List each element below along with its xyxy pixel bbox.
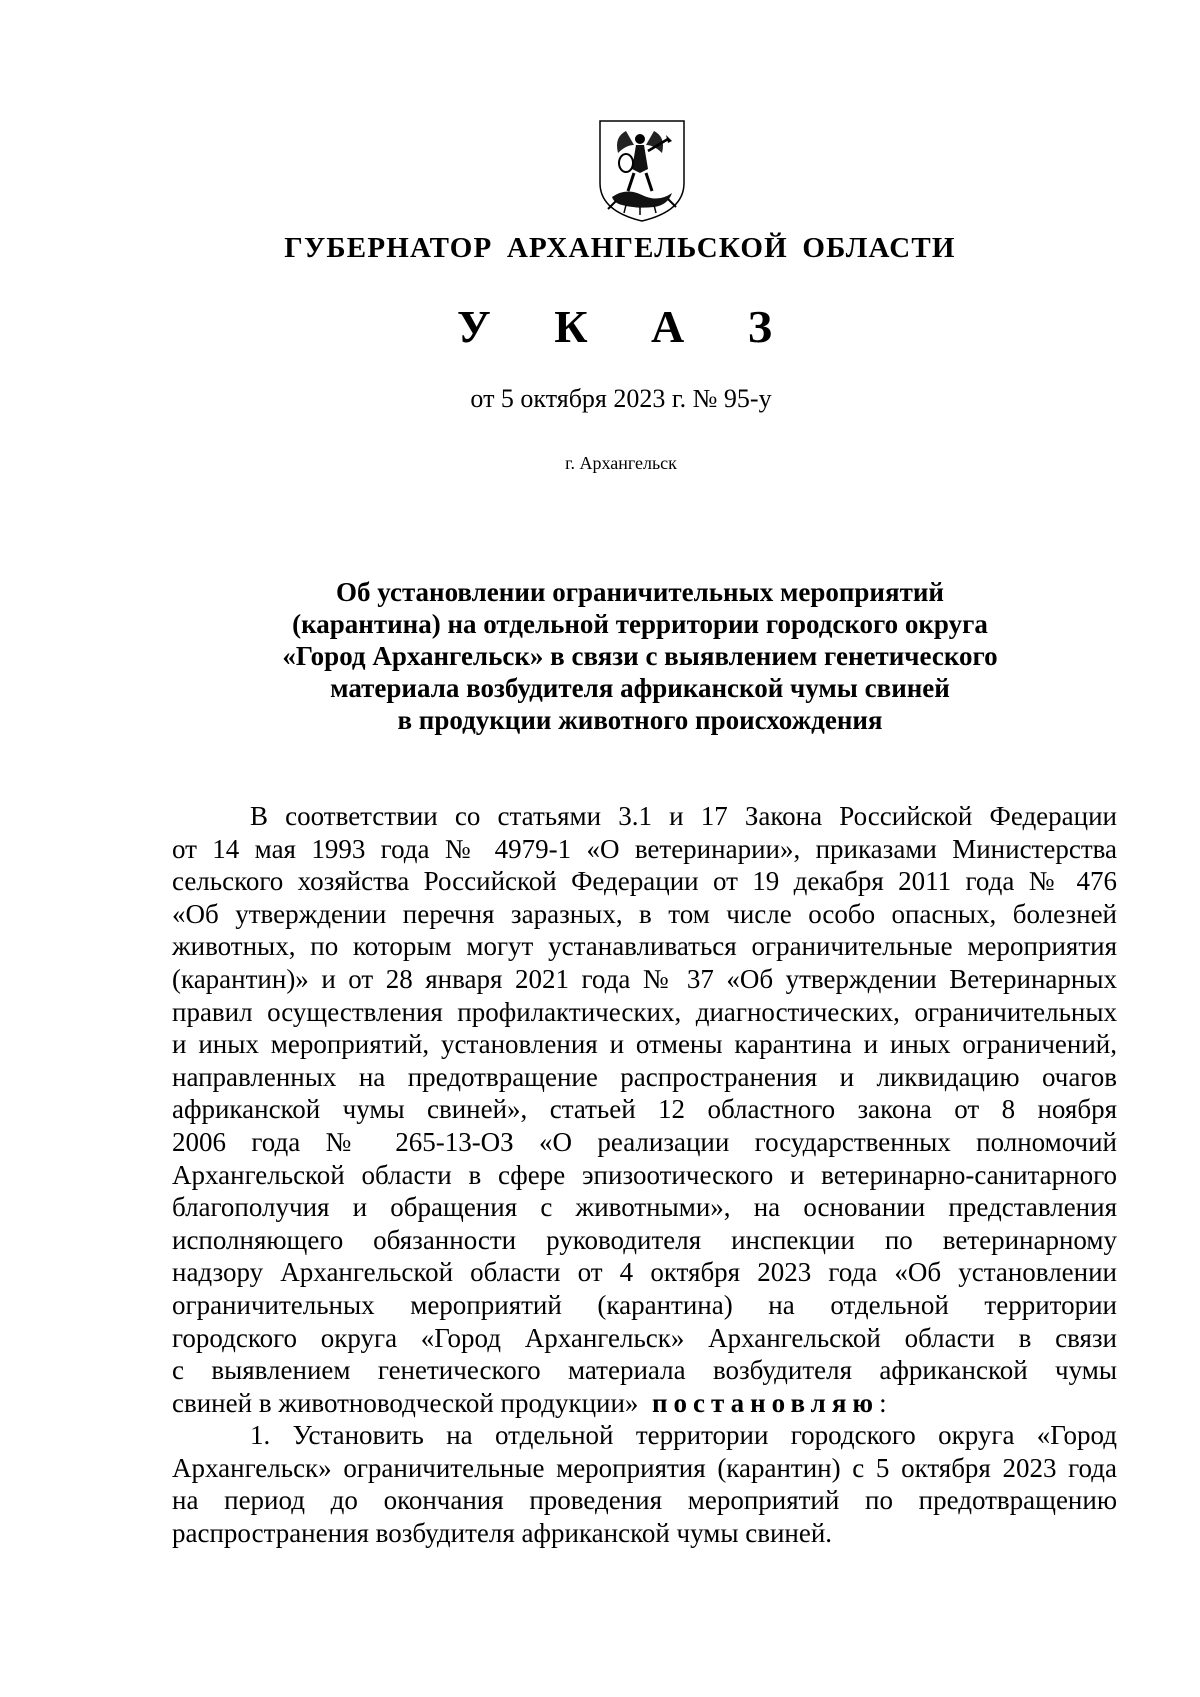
decree-word: постановляю <box>651 1387 880 1418</box>
body-line: африканской чумы свиней», статьей 12 областного закона от 8 ноября <box>172 1094 1117 1125</box>
title-line: материала возбудителя африканской чумы свиней <box>330 673 950 703</box>
body-line: благополучия и обращения с животными», на основании представления <box>172 1192 1117 1223</box>
body-line: 1. Установить на отдельной территории городского округа «Город <box>250 1420 1117 1451</box>
body-line: городского округа «Город Архангельск» Архангельской области в связи <box>172 1322 1117 1353</box>
body-line: животных, по которым могут устанавливаться ограничительные мероприятия <box>172 931 1117 962</box>
body-line: и иных мероприятий, установления и отмены карантина и иных ограничений, <box>172 1029 1117 1060</box>
preamble-tail: свиней в животноводческой продукции» <box>172 1387 639 1418</box>
body-line: 2006 года № 265-13-ОЗ «О реализации государственных полномочий <box>172 1126 1117 1157</box>
title-line: в продукции животного происхождения <box>397 705 883 735</box>
document-title <box>170 576 1110 736</box>
document-body <box>172 800 1117 1550</box>
item-1-paragraph <box>172 1419 1117 1549</box>
body-line: с выявлением генетического материала возбудителя африканской чумы <box>172 1355 1117 1386</box>
document-place: г. Архангельск <box>565 453 677 473</box>
authority-heading: ГУБЕРНАТОР АРХАНГЕЛЬСКОЙ ОБЛАСТИ <box>284 232 956 264</box>
body-line: ограничительных мероприятий (карантина) на отдельной территории <box>172 1289 1117 1320</box>
decree-colon: : <box>879 1387 887 1418</box>
preamble-paragraph <box>172 800 1117 1419</box>
title-line: Об установлении ограничительных мероприятий <box>336 577 944 607</box>
body-line: «Об утверждении перечня заразных, в том числе особо опасных, болезней <box>172 898 1117 929</box>
body-line: от 14 мая 1993 года № 4979-1 «О ветеринарии», приказами Министерства <box>172 833 1117 864</box>
document-date-number: от 5 октября 2023 г. № 95-у <box>470 384 772 413</box>
body-line: надзору Архангельской области от 4 октября 2023 года «Об установлении <box>172 1257 1117 1288</box>
coat-of-arms-emblem <box>596 117 688 225</box>
body-line: Архангельск» ограничительные мероприятия (карантин) с 5 октября 2023 года <box>172 1452 1117 1483</box>
document-type-heading: У К А З <box>456 301 799 352</box>
body-line: (карантин)» и от 28 января 2021 года № 37 «Об утверждении Ветеринарных <box>172 963 1117 994</box>
body-line: исполняющего обязанности руководителя инспекции по ветеринарному <box>172 1224 1117 1255</box>
body-line: правил осуществления профилактических, диагностических, ограничительных <box>172 996 1117 1027</box>
body-line: распространения возбудителя африканской чумы свиней. <box>172 1518 833 1549</box>
body-line: на период до окончания проведения мероприятий по предотвращению <box>172 1485 1117 1516</box>
title-line: (карантина) на отдельной территории городского округа <box>292 609 988 639</box>
body-line: сельского хозяйства Российской Федерации от 19 декабря 2011 года № 476 <box>172 866 1117 897</box>
body-line: Архангельской области в сфере эпизоотического и ветеринарно-санитарного <box>172 1159 1117 1190</box>
body-line: направленных на предотвращение распространения и ликвидацию очагов <box>172 1061 1117 1092</box>
title-line: «Город Архангельск» в связи с выявлением генетического <box>282 641 998 671</box>
decree-line <box>172 1387 1117 1420</box>
body-line: В соответствии со статьями 3.1 и 17 Закона Российской Федерации <box>250 801 1117 831</box>
